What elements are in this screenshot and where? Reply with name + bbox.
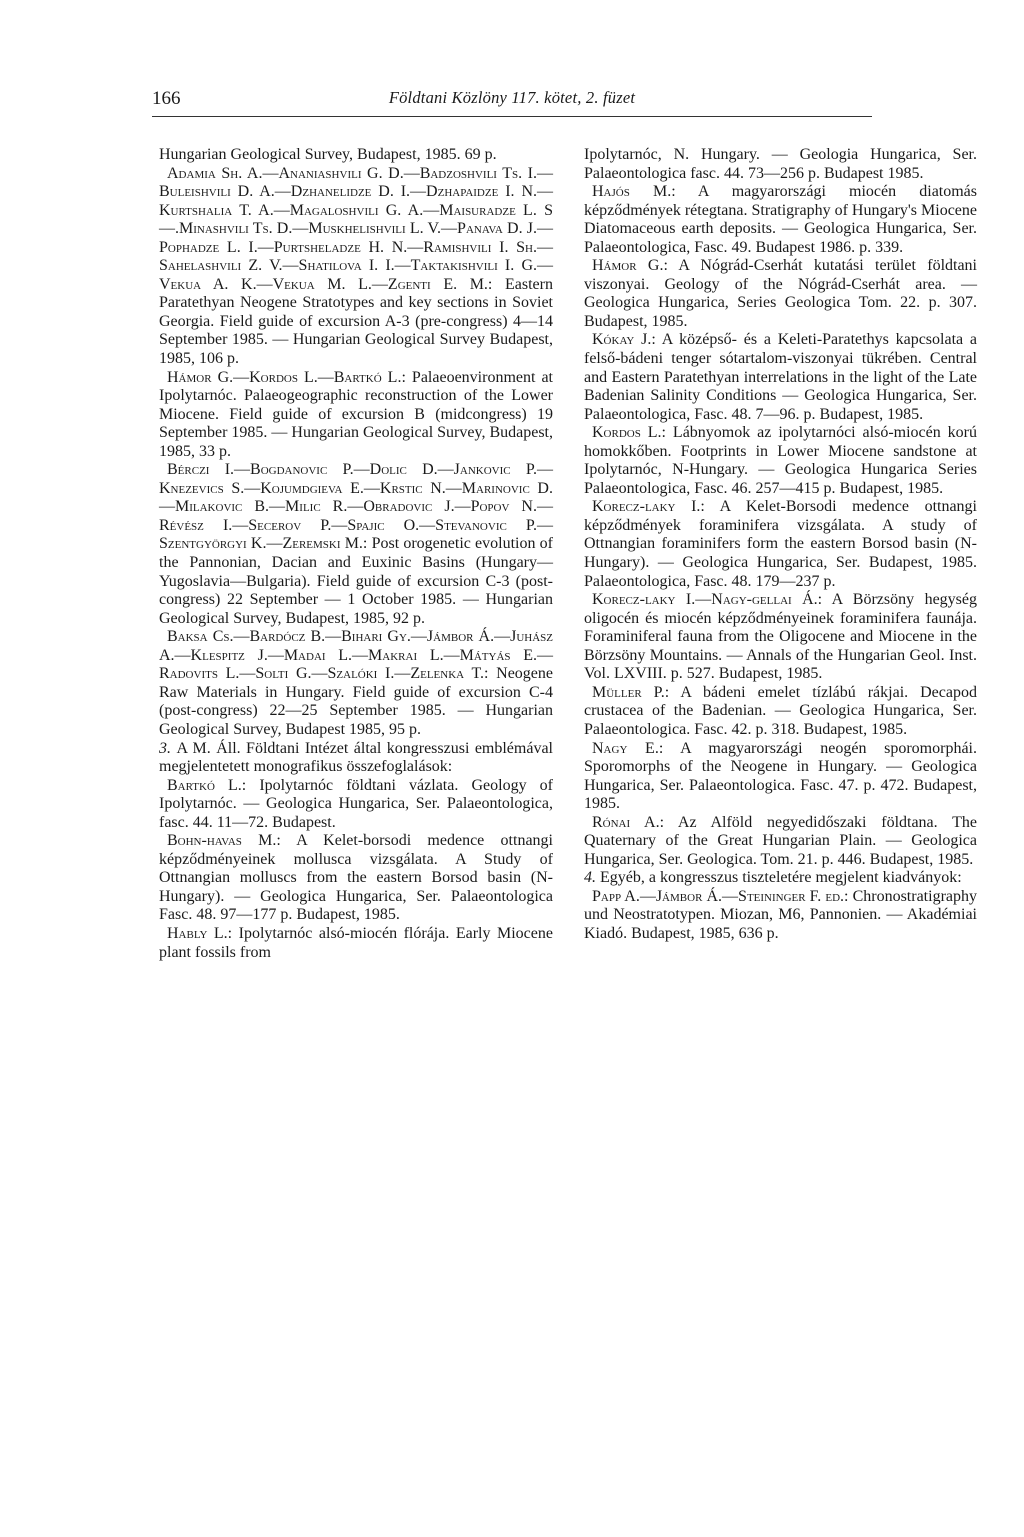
reference-text: A középső- és a Keleti-Paratethys kapcsolata a felső-bádeni tenger sótartalom-viszonyai tükrében. Central and Eastern Paratethyan interrelations in the light of the Late Badenian Salinity Conditions — Geologica Hungarica, Ser. Palaeontologica, Fasc. 48. 7—96. p. Budapest, 1985. xyxy=(584,331,978,423)
reference-entry xyxy=(582,257,977,331)
reference-text: A Kelet-borsodi medence ottnangi képződményeinek mollusca vizsgálata. A Study of Ottnangian molluscs from the eastern Borsod basin (N-Hungary). — Geologica Hungarica, Ser. Palaeontologica Fasc. 48. 97—177 p. Budapest, 1985. xyxy=(159,832,553,924)
author-names: Bartkó L.: xyxy=(167,776,247,794)
author-names: Korecz-laky I.—Nagy-gellai Á.: xyxy=(592,591,823,609)
reference-entry xyxy=(157,165,553,369)
reference-entry: Ipolytarnóc, N. Hungary. — Geologia Hungarica, Ser. Palaeontologica fasc. 44. 73—256 p. Budapest 1985. xyxy=(584,146,977,182)
author-names: Korecz-laky I.: xyxy=(592,498,705,516)
reference-text: Az Alföld negyedidőszaki földtana. The Quaternary of the Great Hungarian Plain. — Geologica Hungarica, Ser. Geologica. Tom. 21. p. 446. Budapest, 1985. xyxy=(584,813,977,868)
journal-title: Földtani Közlöny 117. kötet, 2. füzet xyxy=(388,88,636,107)
author-names: Müller P.: xyxy=(592,683,670,701)
section-number: 4. xyxy=(584,869,600,887)
reference-entry xyxy=(582,591,977,684)
reference-text: Ipolytarnóc alsó-miocén flórája. Early Miocene plant fossils from xyxy=(159,924,553,961)
section-text: Egyéb, a kongresszus tiszteletére megjelent kiadványok: xyxy=(600,869,962,887)
reference-text: Chronostratigraphy und Neostratotypen. Miozan, M6, Pannonien. — Akadémiai Kiadó. Budapest, 1985, 636 p. xyxy=(584,887,978,942)
author-names: Nagy E.: xyxy=(592,739,664,757)
reference-entry xyxy=(582,331,977,424)
reference-entry xyxy=(582,814,977,870)
reference-entry: Hungarian Geological Survey, Budapest, 1985. 69 p. xyxy=(159,146,497,163)
section-heading xyxy=(157,740,553,777)
section-text: A M. Áll. Földtani Intézet által kongresszusi emblémával megjelentetett monografikus összefoglalások: xyxy=(159,739,554,776)
reference-text: A magyarországi neogén sporomorphái. Sporomorphs of the Neogene in Hungary. — Geologica Hungarica, Ser. Palaeontologica. Fasc. 47. p. 472. Budapest, 1985. xyxy=(584,739,978,813)
author-names: Kókay J.: xyxy=(592,331,656,349)
reference-entry xyxy=(582,498,977,591)
author-names: Rónai A.: xyxy=(592,813,665,831)
reference-text: Neogene Raw Materials in Hungary. Field guide of excursion C-4 (post-congress) 22—25 September 1985. — Hungarian Geological Survey, Budapest 1985, 95 p. xyxy=(159,665,554,738)
left-column xyxy=(157,146,553,962)
reference-text: Ipolytarnóc földtani vázlata. Geology of Ipolytarnóc. — Geologica Hungarica, Ser. Palaeontologica, fasc. 44. 11—72. Budapest. xyxy=(159,776,553,831)
reference-text: A Kelet-Borsodi medence ottnangi képződmények foraminifera vizsgálata. A study of Ottnangian foraminifers form the eastern Borsod basin (N-Hungary). — Geologica Hungarica, Ser. Budapest, 1985. Palaeontologica, Fasc. 48. 179—237 p. xyxy=(584,498,978,590)
section-heading xyxy=(582,869,977,888)
reference-entry xyxy=(157,369,553,462)
reference-entry xyxy=(582,183,977,257)
author-names: Bohn-havas M.: xyxy=(167,832,281,850)
right-column xyxy=(582,146,977,944)
author-names: Hámor G.: xyxy=(592,257,668,275)
reference-entry xyxy=(582,684,977,740)
author-names: Kordos L.: xyxy=(592,424,666,442)
reference-entry xyxy=(157,925,553,962)
page-number: 166 xyxy=(152,88,181,109)
reference-text: Eastern Paratethyan Neogene Stratotypes and key sections in Soviet Georgia. Field guide of excursion A-3 (pre-congress) 4—14 September 1985. — Hungarian Geological Survey Budapest, 1985, 106 p. xyxy=(159,275,553,368)
section-number: 3. xyxy=(159,739,177,757)
author-names: Hably L.: xyxy=(167,924,233,942)
reference-text: A Nógrád-Cserhát kutatási terület földtani viszonyai. Geology of the Nógrád-Cserhát area. — Geologica Hungarica, Series Geologica Tom. 22. p. 307. Budapest, 1985. xyxy=(584,257,977,330)
reference-entry xyxy=(582,888,977,944)
author-names: Adamia Sh. A.—Ananiashvili G. D.—Badzoshvili Ts. I.—Buleishvili D. A.—Dzhanelidze D. I.—Dzhapaidze I. N.—Kurtshalia T. A.—Magaloshvili G. A.—Maisuradze L. S—.Minashvili Ts. D.—Muskhelishvili L. V.—Panava D. J.—Pophadze L. I.—Purtsheladze H. N.—Ramishvili I. Sh.—Sahelashvili Z. V.—Shatilova I. I.—Taktakishvili I. G.—Vekua A. K.—Vekua M. L.—Zgenti E. M.: xyxy=(159,164,553,293)
reference-entry xyxy=(157,777,553,833)
author-names: Hajós M.: xyxy=(592,183,676,201)
reference-text: Lábnyomok az ipolytarnóci alsó-miocén korú homokkőben. Footprints in Lower Miocene sandstone at Ipolytarnóc, N-Hungary. — Geologica Hungarica Series Palaeontologica, Fasc. 46. 257—415 p. Budapest, 1985. xyxy=(584,424,978,497)
author-names: Baksa Cs.—Bardócz B.—Bihari Gy.—Jámbor Á.—Juhász A.—Klespitz J.—Madai L.—Makrai L.—Mátyás E.—Radovits L.—Solti G.—Szalóki I.—Zelenka T.: xyxy=(159,628,553,683)
reference-entry xyxy=(582,424,977,498)
reference-text: Post orogenetic evolution of the Pannonian, Dacian and Euxinic Basins (Hungary—Yugoslavia—Bulgaria). Field guide of excursion C-3 (post-congress) 22 September — 1 October 1985. — Hungarian Geological Survey, Budapest, 1985, 92 p. xyxy=(159,535,554,627)
author-names: Bérczi I.—Bogdanovic P.—Dolic D.—Jankovic P.—Knezevics S.—Kojumdgieva E.—Krstic N.—Marinovic D.—Milakovic B.—Milic R.—Obradovic J.—Popov N.—Révész I.—Secerov P.—Spajic O.—Stevanovic P.—Szentgyörgyi K.—Zeremski M.: xyxy=(159,461,553,553)
reference-entry xyxy=(157,832,553,925)
author-names: Papp A.—Jámbor Á.—Steininger F. ed.: xyxy=(592,887,849,905)
reference-text: Palaeoenvironment at Ipolytarnóc. Palaeogeographic reconstruction of the Lower Miocene. Field guide of excursion B (midcongress) 19 September 1985. — Hungarian Geological Survey, Budapest, 1985, 33 p. xyxy=(159,368,553,460)
running-header xyxy=(152,86,872,117)
reference-text: A bádeni emelet tízlábú rákjai. Decapod crustacea of the Badenian. — Geologica Hungarica, Ser. Palaeontologica. Fasc. 42. p. 318. Budapest, 1985. xyxy=(584,683,977,738)
reference-text: A magyarországi miocén diatomás képződmények rétegtana. Stratigraphy of Hungary's Miocene Diatomaceous earth deposits. — Geologica Hungarica, Ser. Palaeontologica, Fasc. 49. Budapest 1986. p. 339. xyxy=(584,183,978,256)
reference-entry xyxy=(157,628,553,739)
reference-entry xyxy=(582,740,977,814)
reference-entry xyxy=(157,461,553,628)
reference-text: A Börzsöny hegység oligocén és miocén képződményeinek foraminifera faunája. Foraminiferal fauna from the Oligocene and Miocene in the Börzsöny Mountains. — Annals of the Hungarian Geol. Inst. Vol. LXVIII. p. 527. Budapest, 1985. xyxy=(584,591,977,683)
author-names: Hámor G.—Kordos L.—Bartkó L.: xyxy=(167,368,406,386)
